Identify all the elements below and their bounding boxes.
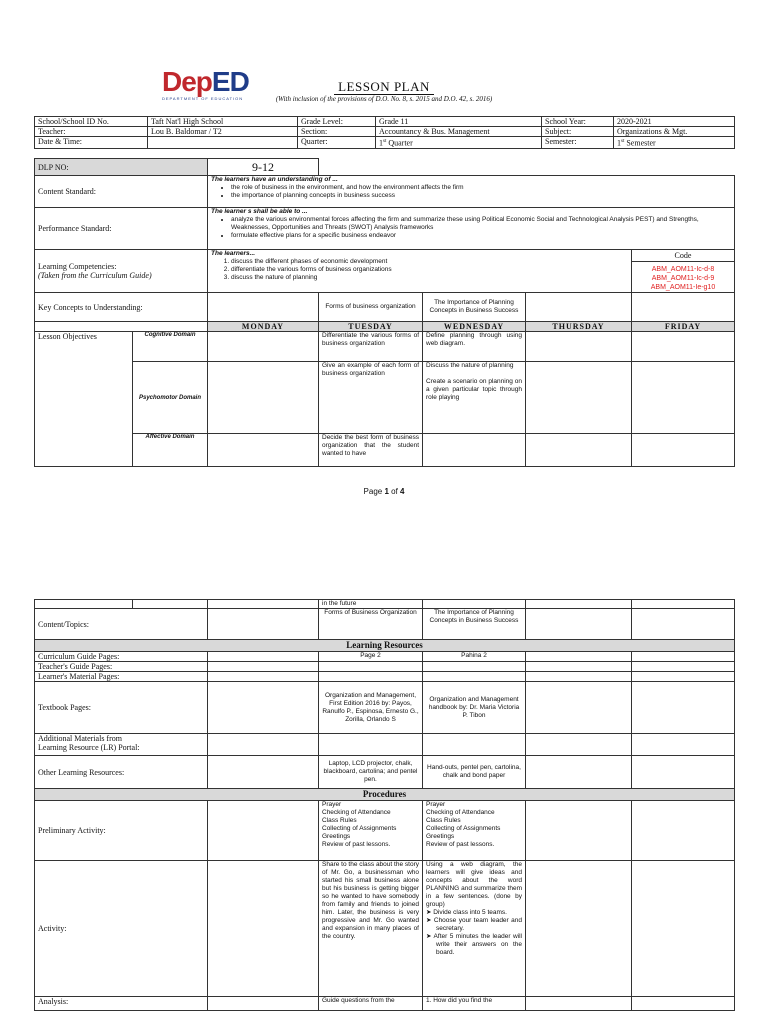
affective-tuesday: Decide the best form of business organization that the student wanted to have (319, 434, 423, 467)
lesson-plan-table (34, 158, 735, 467)
preliminary-wednesday: Prayer Checking of Attendance Class Rules Collecting of Assignments Greetings Review of past lessons. (423, 801, 526, 861)
other-resources-tuesday: Laptop, LCD projector, chalk, blackboard, cartolina; and pentel pen. (319, 756, 423, 789)
learning-competencies-text: The learners... 1. discuss the different phases of economic development 2. differentiate the various forms of business organizations 3. discuss the nature of planning (208, 250, 632, 293)
dlp-label: DLP NO: (35, 159, 208, 176)
cognitive-tuesday: Differentiate the various forms of business organization (319, 332, 423, 362)
school-label: School/School ID No. (35, 117, 148, 127)
additional-materials-label: Additional Materials from Learning Resource (LR) Portal: (35, 734, 208, 756)
school-value: Taft Nat'l High School (148, 117, 298, 127)
procedures-heading: Procedures (35, 789, 735, 801)
activity-wednesday: Using a web diagram, the learners will give ideas and concepts about the word PLANNING and summarize them in a few sentences. (done by group) ➤ Divide class into 5 teams. ➤ Choose your team leader and secretary. ➤ After 5 minutes the leader will write their answers on the board. (423, 861, 526, 997)
teachers-guide-label: Teacher's Guide Pages: (35, 662, 208, 672)
lesson-objectives-label: Lesson Objectives (35, 332, 133, 467)
arrow-bullet-icon: ➤ (426, 933, 434, 940)
psychomotor-wednesday: Discuss the nature of planning Create a scenario on planning on a given particular topic through role playing (423, 362, 526, 434)
textbook-tuesday: Organization and Management, First Edition 2016 by: Payos, Ranulfo P., Espinosa, Ernesto G., Zorilla, Orlando S (319, 682, 423, 734)
page-subtitle: (With inclusion of the provisions of D.O. No. 8, s. 2015 and D.O. 42, s. 2016) (275, 95, 493, 103)
curriculum-guide-label: Curriculum Guide Pages: (35, 652, 208, 662)
other-resources-label: Other Learning Resources: (35, 756, 208, 789)
grade-value: Grade 11 (376, 117, 542, 127)
cognitive-wednesday: Define planning through using web diagram. (423, 332, 526, 362)
key-concepts-label: Key Concepts to Understanding: (35, 293, 208, 322)
preliminary-activity-label: Preliminary Activity: (35, 801, 208, 861)
key-concept-tuesday: Forms of business organization (319, 293, 423, 322)
day-monday: MONDAY (208, 322, 319, 332)
arrow-bullet-icon: ➤ (426, 909, 434, 916)
analysis-label: Analysis: (35, 997, 208, 1011)
competency-codes: Code ABM_AOM11-Ic-d-8 ABM_AOM11-Ic-d-9 ABM_AOM11-Ie-g10 (632, 250, 735, 293)
curriculum-guide-tuesday: Page 2 (319, 652, 423, 662)
textbook-pages-label: Textbook Pages: (35, 682, 208, 734)
activity-tuesday: Share to the class about the story of Mr. Go, a businessman who started his small business alone but his business is getting bigger so he wanted to have somebody from family and friends to joined him. Later, the business is very progressive and Mr. Go wanted and expansion in many places of the country. (319, 861, 423, 997)
performance-standard-text: The learner s shall be able to ... • analyze the various environmental forces affecting the firm and summarize these using Political Economic Social and Technological Analysis PEST) and Strengths, Weaknesses, Opportunities and Threats (SWOT) Analysis frameworks • formulate effective plans for a specific business endeavor (208, 208, 735, 250)
quarter-label: Quarter: (298, 137, 376, 149)
day-friday: FRIDAY (632, 322, 735, 332)
dlp-value: 9-12 (208, 159, 319, 176)
deped-logo: DepED DEPARTMENT OF EDUCATION (162, 66, 249, 101)
content-standard-text: The learners have an understanding of ... • the role of business in the environment, and how the environment affects the firm • the importance of planning concepts in business success (208, 176, 735, 208)
learners-material-label: Learner's Material Pages: (35, 672, 208, 682)
other-resources-wednesday: Hand-outs, pentel pen, cartolina, chalk and bond paper (423, 756, 526, 789)
semester-value: 1st Semester (614, 137, 735, 149)
page-title: LESSON PLAN (0, 79, 768, 95)
subject-value: Organizations & Mgt. (614, 127, 735, 137)
year-value: 2020-2021 (614, 117, 735, 127)
year-label: School Year: (542, 117, 614, 127)
page-two (0, 560, 768, 1024)
day-thursday: THURSDAY (526, 322, 632, 332)
page-footer: Page 1 of 4 (363, 487, 405, 496)
date-value (148, 137, 298, 149)
quarter-value: 1st Quarter (376, 137, 542, 149)
school-info-table (34, 116, 735, 149)
semester-label: Semester: (542, 137, 614, 149)
affective-domain-label: Affective Domain (133, 434, 208, 467)
learning-resources-heading: Learning Resources (35, 640, 735, 652)
content-topic-tuesday: Forms of Business Organization (319, 609, 423, 640)
preliminary-tuesday: Prayer Checking of Attendance Class Rules Collecting of Assignments Greetings Review of past lessons. (319, 801, 423, 861)
analysis-wednesday: 1. How did you find the (423, 997, 526, 1011)
learning-competencies-label: Learning Competencies: (Taken from the Curriculum Guide) (35, 250, 208, 293)
cognitive-domain-label: Cognitive Domain (133, 332, 208, 362)
content-standard-label: Content Standard: (35, 176, 208, 208)
lesson-plan-table-continued (34, 599, 735, 1011)
teacher-value: Lou B. Baldomar / T2 (148, 127, 298, 137)
key-concept-wednesday: The Importance of Planning Concepts in Business Success (423, 293, 526, 322)
content-topics-label: Content/Topics: (35, 609, 208, 640)
curriculum-guide-wednesday: Pahina 2 (423, 652, 526, 662)
teacher-label: Teacher: (35, 127, 148, 137)
performance-standard-label: Performance Standard: (35, 208, 208, 250)
psychomotor-domain-label: Psychomotor Domain (133, 362, 208, 434)
affective-tuesday-continued: in the future (319, 600, 423, 609)
section-label: Section: (298, 127, 376, 137)
analysis-tuesday: Guide questions from the (319, 997, 423, 1011)
page-one (0, 0, 768, 510)
day-tuesday: TUESDAY (319, 322, 423, 332)
grade-label: Grade Level: (298, 117, 376, 127)
psychomotor-tuesday: Give an example of each form of business organization (319, 362, 423, 434)
day-wednesday: WEDNESDAY (423, 322, 526, 332)
textbook-wednesday: Organization and Management handbook by: Dr. Maria Victoria P. Tibon (423, 682, 526, 734)
section-value: Accountancy & Bus. Management (376, 127, 542, 137)
date-label: Date & Time: (35, 137, 148, 149)
activity-label: Activity: (35, 861, 208, 997)
subject-label: Subject: (542, 127, 614, 137)
arrow-bullet-icon: ➤ (426, 917, 434, 924)
content-topic-wednesday: The Importance of Planning Concepts in Business Success (423, 609, 526, 640)
